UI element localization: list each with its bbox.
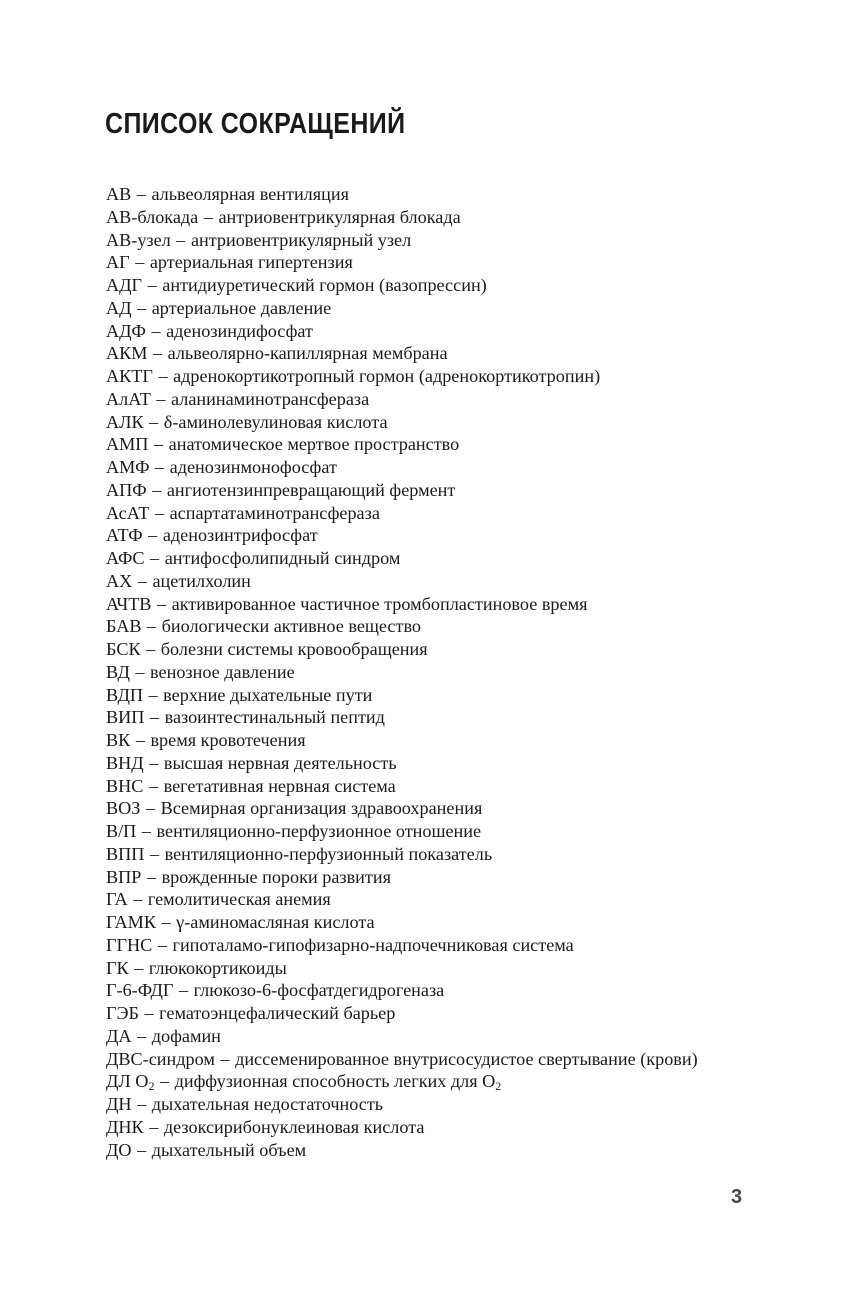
abbreviation-entry bbox=[76, 911, 744, 934]
abbreviation-definition: антифосфолипидный синдром bbox=[164, 548, 401, 568]
abbreviation-definition: артериальное давление bbox=[151, 297, 332, 318]
dash-separator: – bbox=[151, 320, 161, 341]
abbreviation-term: АПФ bbox=[106, 479, 147, 500]
abbreviation-entry bbox=[76, 775, 744, 798]
dash-separator: – bbox=[154, 434, 164, 455]
abbreviation-entry bbox=[76, 297, 744, 320]
abbreviation-term: ВК bbox=[106, 730, 131, 750]
abbreviation-entry bbox=[76, 570, 744, 593]
abbreviation-term: АЧТВ bbox=[106, 593, 152, 614]
abbreviation-term: ВИП bbox=[106, 707, 145, 728]
abbreviation-term: ВНД bbox=[106, 752, 144, 773]
abbreviation-definition: антриовентрикулярная блокада bbox=[218, 206, 461, 227]
abbreviation-definition: вазоинтестинальный пептид bbox=[164, 707, 385, 728]
abbreviation-subscript: 2 bbox=[148, 1079, 155, 1094]
abbreviation-entry bbox=[76, 502, 744, 525]
abbreviation-term: ДВС-синдром bbox=[106, 1048, 215, 1069]
abbreviation-term: АДГ bbox=[106, 275, 143, 295]
abbreviation-entry bbox=[76, 388, 744, 411]
dash-separator: – bbox=[156, 593, 167, 614]
abbreviation-entry bbox=[76, 979, 744, 1002]
abbreviation-definition: гемолитическая анемия bbox=[147, 889, 331, 910]
abbreviation-definition: альвеолярно-капиллярная мембрана bbox=[167, 343, 448, 364]
dash-separator: – bbox=[137, 1025, 147, 1046]
dash-separator: – bbox=[154, 502, 165, 523]
dash-separator: – bbox=[176, 229, 186, 250]
abbreviation-term: ГАМК bbox=[106, 912, 156, 932]
abbreviation-entry bbox=[76, 251, 744, 274]
page-number: 3 bbox=[731, 1186, 743, 1208]
abbreviation-definition: глюкокортикоиды bbox=[148, 957, 287, 978]
abbreviation-definition: вентиляционно-перфузионное отношение bbox=[156, 821, 482, 841]
abbreviation-term: ДН bbox=[106, 1094, 132, 1114]
abbreviation-term: Г-6-ФДГ bbox=[106, 980, 174, 1001]
abbreviation-term: ВОЗ bbox=[106, 798, 141, 819]
abbreviation-definition: антидиуретический гормон (вазопрессин) bbox=[162, 275, 487, 295]
dash-separator: – bbox=[136, 184, 146, 204]
abbreviation-entry bbox=[76, 1048, 744, 1071]
abbreviation-entry bbox=[76, 1070, 744, 1093]
abbreviation-term: ВДП bbox=[106, 684, 143, 705]
abbreviation-entry bbox=[76, 684, 744, 707]
abbreviation-definition: аланинаминотрансфераза bbox=[171, 388, 370, 409]
abbreviation-term: АДФ bbox=[106, 320, 146, 341]
abbreviation-term: ВПР bbox=[106, 866, 142, 887]
abbreviation-term: АВ-блокада bbox=[106, 206, 199, 227]
abbreviation-term: ГЭБ bbox=[106, 1003, 139, 1023]
abbreviation-term: АД bbox=[106, 297, 132, 318]
abbreviation-entry bbox=[76, 866, 744, 889]
abbreviation-definition: дыхательный объем bbox=[151, 1139, 307, 1160]
abbreviation-definition: венозное давление bbox=[150, 661, 295, 682]
dash-separator: – bbox=[146, 866, 157, 887]
abbreviation-entry bbox=[76, 274, 744, 297]
abbreviation-entry bbox=[76, 547, 744, 570]
abbreviation-entry bbox=[76, 320, 744, 343]
dash-separator: – bbox=[220, 1048, 230, 1069]
dash-separator: – bbox=[144, 1003, 154, 1023]
dash-separator: – bbox=[203, 206, 213, 227]
dash-separator: – bbox=[178, 980, 189, 1001]
abbreviation-entry bbox=[76, 593, 744, 616]
abbreviation-definition: врожденные пороки развития bbox=[161, 866, 391, 887]
abbreviation-term: ГК bbox=[106, 957, 129, 978]
abbreviation-definition: высшая нервная деятельность bbox=[163, 752, 397, 773]
abbreviation-definition: вегетативная нервная система bbox=[163, 775, 396, 796]
abbreviation-term: АЛК bbox=[106, 411, 144, 432]
dash-separator: – bbox=[145, 798, 156, 819]
abbreviation-entry bbox=[76, 888, 744, 911]
dash-separator: – bbox=[149, 411, 159, 432]
abbreviation-entry bbox=[76, 1093, 744, 1116]
abbreviation-entry bbox=[76, 729, 744, 752]
abbreviation-term: АХ bbox=[106, 570, 133, 591]
abbreviation-term: БСК bbox=[106, 639, 141, 659]
abbreviation-definition: дезоксирибонуклеиновая кислота bbox=[163, 1116, 425, 1137]
abbreviation-term: АВ-узел bbox=[106, 229, 171, 250]
abbreviation-entry bbox=[76, 706, 744, 729]
abbreviation-entry bbox=[76, 638, 744, 661]
dash-separator: – bbox=[135, 730, 145, 750]
abbreviation-definition: диссеменированное внутрисосудистое свертывание (крови) bbox=[235, 1048, 698, 1069]
abbreviation-term: АГ bbox=[106, 252, 130, 273]
abbreviation-entry bbox=[76, 1116, 744, 1139]
abbreviation-definition: аденозиндифосфат bbox=[166, 320, 313, 341]
dash-separator: – bbox=[149, 843, 160, 864]
abbreviation-entry bbox=[76, 206, 744, 229]
abbreviation-term: АКТГ bbox=[106, 366, 153, 386]
abbreviation-term: АКМ bbox=[106, 343, 148, 364]
dash-separator: – bbox=[148, 684, 158, 705]
abbreviation-term: АФС bbox=[106, 548, 145, 568]
dash-separator: – bbox=[147, 275, 157, 295]
abbreviation-definition: болезни системы кровообращения bbox=[160, 639, 428, 659]
dash-separator: – bbox=[147, 616, 157, 637]
dash-separator: – bbox=[148, 775, 159, 796]
page-title: СПИСОК СОКРАЩЕНИЙ bbox=[105, 108, 406, 140]
abbreviation-term: ГГНС bbox=[106, 934, 153, 955]
abbreviation-term: ВНС bbox=[106, 775, 144, 796]
abbreviation-definition: антриовентрикулярный узел bbox=[190, 229, 412, 250]
dash-separator: – bbox=[149, 1116, 159, 1137]
abbreviation-entry bbox=[76, 479, 744, 502]
abbreviation-entry bbox=[76, 342, 744, 365]
abbreviation-definition: гематоэнцефалический барьер bbox=[159, 1003, 396, 1023]
dash-separator: – bbox=[159, 1071, 170, 1092]
abbreviation-entry bbox=[76, 183, 744, 206]
abbreviation-definition: биологически активное вещество bbox=[161, 616, 422, 637]
abbreviation-definition: адренокортикотропный гормон (адренокортикотропин) bbox=[173, 366, 601, 386]
abbreviation-definition: альвеолярная вентиляция bbox=[151, 184, 349, 204]
abbreviation-definition: аденозинмонофосфат bbox=[169, 457, 337, 477]
dash-separator: – bbox=[137, 1094, 147, 1114]
abbreviation-term: ГА bbox=[106, 889, 128, 910]
abbreviation-definition: аспартатаминотрансфераза bbox=[169, 502, 380, 523]
abbreviation-definition: аденозинтрифосфат bbox=[162, 525, 318, 546]
dash-separator: – bbox=[161, 912, 171, 932]
abbreviation-definition: гипоталамо-гипофизарно-надпочечниковая система bbox=[172, 934, 574, 955]
abbreviation-definition: Всемирная организация здравоохранения bbox=[160, 798, 483, 819]
dash-separator: – bbox=[149, 707, 160, 728]
abbreviation-entry bbox=[76, 1025, 744, 1048]
abbreviation-entry bbox=[76, 365, 744, 388]
dash-separator: – bbox=[148, 525, 158, 546]
abbreviation-term: АМП bbox=[106, 434, 149, 455]
abbreviation-term: ВД bbox=[106, 661, 130, 682]
abbreviation-entry bbox=[76, 524, 744, 547]
abbreviation-definition: дофамин bbox=[151, 1025, 221, 1046]
dash-separator: – bbox=[134, 957, 144, 978]
abbreviation-entry bbox=[76, 957, 744, 980]
dash-separator: – bbox=[149, 752, 159, 773]
dash-separator: – bbox=[150, 548, 160, 568]
dash-separator: – bbox=[158, 366, 168, 386]
abbreviation-definition: дыхательная недостаточность bbox=[151, 1094, 384, 1114]
abbreviation-term: БАВ bbox=[106, 616, 142, 637]
abbreviation-definition: активированное частичное тромбопластиновое время bbox=[171, 593, 588, 614]
dash-separator: – bbox=[156, 388, 166, 409]
abbreviation-entry bbox=[76, 615, 744, 638]
dash-separator: – bbox=[157, 934, 167, 955]
abbreviation-term: АВ bbox=[106, 184, 132, 204]
abbreviation-definition: артериальная гипертензия bbox=[149, 252, 353, 273]
abbreviation-term: АТФ bbox=[106, 525, 143, 546]
abbreviation-entry bbox=[76, 433, 744, 456]
abbreviation-definition: вентиляционно-перфузионный показатель bbox=[164, 843, 493, 864]
definition-subscript: 2 bbox=[495, 1079, 502, 1094]
abbreviation-entry bbox=[76, 1002, 744, 1025]
abbreviation-definition: ангиотензинпревращающий фермент bbox=[166, 479, 456, 500]
abbreviation-definition: δ-аминолевулиновая кислота bbox=[163, 411, 388, 432]
abbreviation-term: АсАТ bbox=[106, 502, 150, 523]
abbreviation-entry bbox=[76, 661, 744, 684]
abbreviation-term: АМФ bbox=[106, 457, 150, 477]
dash-separator: – bbox=[154, 457, 165, 477]
abbreviation-definition: анатомическое мертвое пространство bbox=[168, 434, 460, 455]
abbreviation-term: ДА bbox=[106, 1025, 132, 1046]
abbreviation-entry bbox=[76, 820, 744, 843]
abbreviation-definition: диффузионная способность легких для O bbox=[174, 1071, 496, 1092]
abbreviation-term: ДНК bbox=[106, 1116, 144, 1137]
dash-separator: – bbox=[152, 343, 163, 364]
abbreviation-entry bbox=[76, 934, 744, 957]
abbreviation-entry bbox=[76, 456, 744, 479]
dash-separator: – bbox=[135, 252, 145, 273]
abbreviation-definition: глюкозо-6-фосфатдегидрогеназа bbox=[193, 980, 445, 1001]
abbreviation-entry bbox=[76, 797, 744, 820]
abbreviation-entry bbox=[76, 1139, 744, 1162]
dash-separator: – bbox=[137, 297, 147, 318]
abbreviation-term: ДО bbox=[106, 1139, 132, 1160]
abbreviation-definition: ацетилхолин bbox=[152, 570, 251, 591]
abbreviation-entry bbox=[76, 411, 744, 434]
abbreviation-term: ДЛ O bbox=[106, 1071, 149, 1092]
abbreviation-definition: верхние дыхательные пути bbox=[163, 684, 373, 705]
abbreviation-entry bbox=[76, 843, 744, 866]
abbreviation-term: ВПП bbox=[106, 843, 145, 864]
dash-separator: – bbox=[146, 639, 156, 659]
abbreviation-list bbox=[76, 183, 744, 1161]
dash-separator: – bbox=[135, 661, 145, 682]
dash-separator: – bbox=[133, 889, 143, 910]
dash-separator: – bbox=[137, 570, 147, 591]
dash-separator: – bbox=[137, 1139, 147, 1160]
abbreviation-term: АлАТ bbox=[106, 388, 151, 409]
abbreviation-entry bbox=[76, 752, 744, 775]
dash-separator: – bbox=[141, 821, 151, 841]
abbreviation-definition: время кровотечения bbox=[150, 730, 306, 750]
abbreviation-definition: γ-аминомасляная кислота bbox=[176, 912, 375, 932]
dash-separator: – bbox=[152, 479, 162, 500]
abbreviation-entry bbox=[76, 229, 744, 252]
abbreviation-term: В/П bbox=[106, 821, 137, 841]
